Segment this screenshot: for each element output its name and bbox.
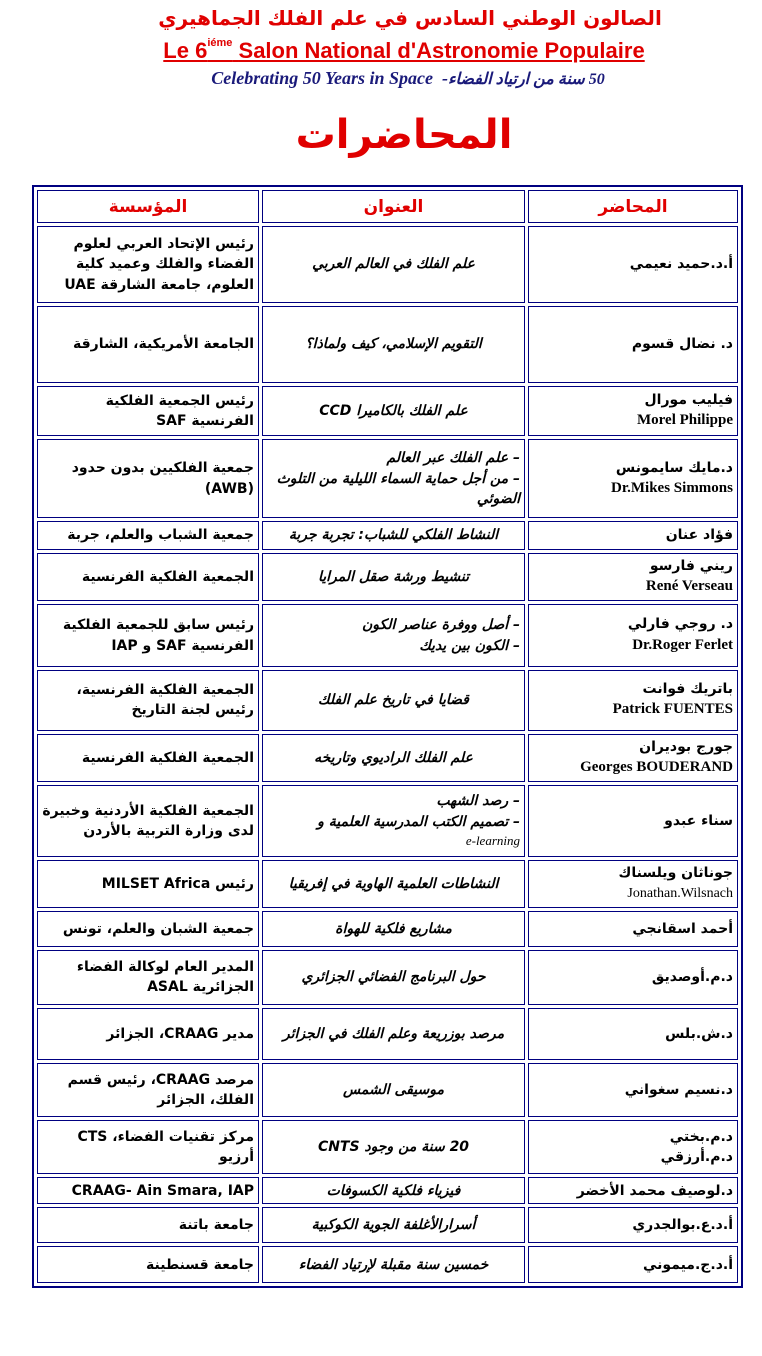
header-title-french-sup: iéme [207,37,233,49]
speaker-name-arabic: أ.د.ج.ميموني [643,1256,733,1273]
page-title: المحاضرات [295,112,513,158]
cell-institution: الجمعية الفلكية الفرنسية [37,734,259,783]
cell-speaker [528,670,738,731]
cell-topic [262,1120,525,1175]
topic-line: – علم الفلك عبر العالم [386,450,520,467]
topic-line: – من أجل حماية السماء الليلية من التلوث الضوئي [276,470,520,507]
cell-speaker [528,521,738,549]
header-title-french-rest: Salon National d'Astronomie Populaire [238,38,645,63]
speaker-name-arabic: د.نسيم سغواني [624,1081,733,1098]
cell-speaker [528,1207,738,1243]
speaker-name-arabic: جورج بوديران [639,738,733,755]
speaker-name-arabic: د.مايك سايمونس [615,459,733,476]
speaker-name-arabic: د.م.بختي [669,1128,733,1145]
speaker-name-arabic: ريني فارسو [649,557,733,574]
cell-institution: الجمعية الفلكية الفرنسية [37,553,259,602]
topic-line: موسيقى الشمس [343,1081,444,1098]
cell-speaker [528,734,738,783]
topic-line: أسرارالأغلفة الجوية الكوكبية [311,1217,476,1234]
speaker-name-arabic: أحمد اسقانجي [632,920,733,937]
cell-topic [262,950,525,1005]
speaker-name-latin: Dr.Mikes Simmons [611,480,733,497]
table-row [37,226,738,303]
speaker-name-arabic: فيليب مورال [644,392,733,409]
topic-line: e-learning [465,832,520,848]
cell-topic [262,670,525,731]
header-title-french [0,38,762,64]
speaker-name-arabic: د.م.أوصديق [651,969,733,986]
topic-line: 20 سنة من وجود CNTS [317,1138,470,1155]
topic-line: علم الفلك الراديوي وتاريخه [314,749,473,766]
cell-topic [262,1063,525,1117]
cell-institution: مرصد CRAAG، رئيس قسم الفلك، الجزائر [37,1063,259,1117]
lectures-table [32,185,743,1288]
table-row [37,670,738,731]
table-row [37,1008,738,1061]
speaker-name-arabic: جوناثان ويلسناك [618,865,733,882]
table-row [37,386,738,437]
cell-topic [262,1177,525,1204]
table-header-row [37,190,738,223]
speaker-name-latin: Patrick FUENTES [612,701,733,718]
table-row [37,439,738,518]
table-row [37,306,738,383]
topic-line: – رصد الشهب [436,793,520,810]
cell-topic [262,306,525,383]
speaker-name-arabic: د. نضال قسوم [631,336,733,353]
cell-topic [262,785,525,857]
cell-topic [262,911,525,947]
table-row [37,1063,738,1117]
header-speaker: المحاضر [528,190,738,223]
speaker-name-arabic: أ.د.حميد نعيمي [629,256,733,273]
table-row [37,734,738,783]
cell-speaker [528,439,738,518]
topic-line: النشاط الفلكي للشباب: تجربة جربة [288,527,499,544]
topic-line: قضايا في تاريخ علم الفلك [318,692,469,709]
speaker-name-arabic: د. روجي فارلي [627,616,733,633]
cell-topic [262,860,525,908]
cell-topic [262,1246,525,1283]
cell-speaker [528,785,738,857]
speaker-name-latin: Jonathan.Wilsnach [627,885,733,901]
topic-line: خمسين سنة مقبلة لإرتياد الفضاء [298,1256,489,1273]
cell-institution: رئيس الإتحاد العربي لعلوم الفضاء والفلك وعميد كلية العلوم، جامعة الشارقة UAE [37,226,259,303]
cell-speaker [528,860,738,908]
speaker-name-latin: Morel Philippe [637,412,733,429]
cell-topic [262,226,525,303]
cell-institution: مدير CRAAG، الجزائر [37,1008,259,1061]
cell-topic [262,734,525,783]
cell-speaker [528,1246,738,1283]
cell-speaker [528,604,738,667]
table-row [37,521,738,549]
table-row [37,553,738,602]
cell-speaker [528,1177,738,1204]
speaker-name-arabic: سناء عبدو [664,812,733,829]
cell-institution: الجامعة الأمريكية، الشارقة [37,306,259,383]
cell-speaker [528,1120,738,1175]
topic-line: فيزياء فلكية الكسوفات [326,1182,461,1199]
cell-institution: رئيس سابق للجمعية الفلكية الفرنسية SAF و IAP [37,604,259,667]
table-row [37,950,738,1005]
speaker-name-latin: René Verseau [645,578,733,595]
cell-institution: الجمعية الفلكية الأردنية وخبيرة لدى وزارة التربية بالأردن [37,785,259,857]
cell-institution: الجمعية الفلكية الفرنسية، رئيس لجنة التاريخ [37,670,259,731]
speaker-name-arabic: د.م.أرزقي [660,1149,733,1166]
topic-line: تنشيط ورشة صقل المرايا [317,568,470,585]
cell-speaker [528,1008,738,1061]
speaker-name-arabic: د.لوصيف محمد الأخضر [576,1182,733,1199]
topic-line: مشاريع فلكية للهواة [335,920,452,937]
cell-topic [262,521,525,549]
speaker-name-arabic: فؤاد عنان [665,527,733,544]
topic-line: علم الفلك في العالم العربي [312,256,475,273]
table-row [37,860,738,908]
cell-topic [262,439,525,518]
cell-speaker [528,226,738,303]
cell-topic [262,1008,525,1061]
cell-institution: رئيس MILSET Africa [37,860,259,908]
header-subtitle-english: Celebrating 50 Years in Space [211,68,433,88]
cell-speaker [528,911,738,947]
table-row [37,1120,738,1175]
cell-speaker [528,386,738,437]
cell-institution: جمعية الفلكيين بدون حدود (AWB) [37,439,259,518]
topic-line: حول البرنامج الفضائي الجزائري [301,969,486,986]
header-title-french-prefix: Le 6 [163,38,208,63]
topic-line: – الكون بين يديك [419,637,520,654]
table-row [37,1177,738,1204]
cell-institution: جامعة قسنطينة [37,1246,259,1283]
cell-topic [262,553,525,602]
cell-institution: المدير العام لوكالة الفضاء الجزائرية ASAL [37,950,259,1005]
cell-institution: جمعية الشبان والعلم، تونس [37,911,259,947]
topic-line: مرصد بوزريعة وعلم الفلك في الجزائر [282,1025,505,1042]
topic-line: علم الفلك بالكاميرا CCD [319,402,468,419]
speaker-name-latin: Georges BOUDERAND [580,759,733,776]
speaker-name-arabic: د.ش.بلس [665,1025,733,1042]
cell-topic [262,386,525,437]
cell-speaker [528,553,738,602]
cell-institution: مركز تقنيات الفضاء، CTS أرزيو [37,1120,259,1175]
header-subtitle-separator: - [441,68,448,88]
cell-institution: رئيس الجمعية الفلكية الفرنسية SAF [37,386,259,437]
table-row [37,911,738,947]
topic-line: – أصل ووفرة عناصر الكون [361,617,520,634]
header-title-arabic: الصالون الوطني السادس في علم الفلك الجماهيري [158,6,662,30]
topic-line: التقويم الإسلامي، كيف ولماذا؟ [305,336,482,353]
topic-line: النشاطات العلمية الهاوية في إفريقيا [288,875,499,892]
cell-speaker [528,1063,738,1117]
header-topic: العنوان [262,190,525,223]
speaker-name-arabic: باتريك فوانت [642,681,733,698]
cell-institution: CRAAG- Ain Smara, IAP [37,1177,259,1204]
cell-topic [262,1207,525,1243]
cell-speaker [528,306,738,383]
speaker-name-arabic: أ.د.ع.بوالجدري [632,1217,733,1234]
table-row [37,604,738,667]
header-subtitle-arabic: 50 سنة من ارتياد الفضاء [447,71,605,88]
cell-speaker [528,950,738,1005]
table-row [37,1246,738,1283]
cell-institution: جامعة باتنة [37,1207,259,1243]
cell-institution: جمعية الشباب والعلم، جربة [37,521,259,549]
topic-line: – تصميم الكتب المدرسية العلمية و [317,813,520,830]
speaker-name-latin: Dr.Roger Ferlet [632,636,733,653]
cell-topic [262,604,525,667]
header-subtitle [0,68,762,89]
header-institution: المؤسسة [37,190,259,223]
table-row [37,785,738,857]
table-body [37,226,738,1283]
table-row [37,1207,738,1243]
